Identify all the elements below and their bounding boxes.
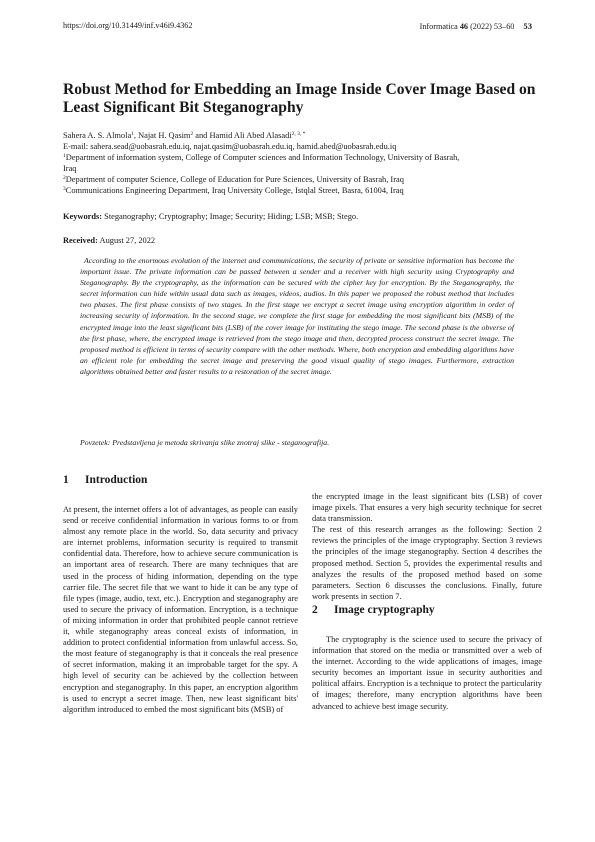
left-column <box>63 504 298 715</box>
affiliation-3 <box>63 185 533 196</box>
author-3-sup: 2, 3, * <box>291 131 306 137</box>
author-1-sup: 1 <box>131 131 134 137</box>
affiliation-3-text: Communications Engineering Department, Iraq University College, Istqlal Street, Basra, 61004, Iraq <box>65 186 404 196</box>
journal-volume: 46 <box>459 22 469 31</box>
section-2-number: 2 <box>312 604 318 616</box>
affiliation-2-sup: 2 <box>63 175 66 182</box>
front-matter <box>63 130 533 197</box>
affiliation-1-cont: Iraq <box>63 164 77 174</box>
section-1-para-2: The rest of this research arranges as the following: Section 2 reviews the principles of the image cryptography. Section 3 reviews the principles of the image steganography. Section 4 describes the proposed method. Section 5, provides the experimental results and analyzes the results of the proposed method based on some parameters. Section 6 discusses the conclusions. Finally, future work presents in section 7. <box>312 525 542 601</box>
affiliation-3-sup: 3 <box>63 186 66 193</box>
received-value: August 27, 2022 <box>97 236 156 245</box>
section-1-para-1: At present, the internet offers a lot of advantages, as people can easily send or receive confidential information in various forms to or from almost any remote place in the world. So, data security and privacy are internet problems, information security is required to transmit confidential data. Therefore, how to achieve secure communication is an important area of research. There are many techniques that are used in the process of hiding information, depending on the type carrier file. The secret file that we want to hide it can be any type of file types (image, audio, text, etc.). Encryption and steganography are used to secure the privacy of information. Encryption, is a technique of mixing information in order that prohibited people cannot retrieve it, while steganography areas conceal exists of information, in addition to protect confidential information from unlawful access. So, the most feature of steganography is that it conceals the real presence of secret information, making it an improbable target for the spy. A high level of security can be achieved by the collection between encryption and steganography. In this paper, an encryption algorithm is used to encrypt a secret image. Then, new least significant bits' algorithm introduced to embed the most significant bits (MSB) of <box>63 505 298 714</box>
journal-name: Informatica <box>419 22 460 31</box>
keywords-label: Keywords: <box>63 212 103 221</box>
section-1-number: 1 <box>63 474 69 486</box>
affiliation-1-text: Department of information system, College of Computer sciences and Information Technology, University of Basrah, <box>65 153 460 163</box>
section-1-title: Introduction <box>85 474 148 486</box>
page-number: 53 <box>523 21 532 31</box>
section-2-title: Image cryptography <box>334 604 435 616</box>
doi-link[interactable]: https://doi.org/10.31449/inf.v46i9.4362 <box>63 21 193 30</box>
section-1-heading <box>63 474 147 486</box>
affiliation-2 <box>63 174 533 185</box>
author-2-sup: 2 <box>190 131 194 137</box>
journal-year-pages: (2022) 53–60 <box>468 22 515 31</box>
affiliation-2-text: Department of computer Science, College of Education for Pure Sciences, University of Basrah, Iraq <box>65 175 404 185</box>
journal-citation <box>420 21 532 31</box>
author-2: , Najat H. Qasim <box>133 131 191 140</box>
affiliation-1-sup: 1 <box>63 153 66 160</box>
right-column-top <box>312 491 542 602</box>
received-date <box>63 236 533 245</box>
author-1: Sahera A. S. Almola <box>63 131 132 140</box>
section-1-para-1-cont: the encrypted image in the least significant bits (LSB) of cover image pixels. That ensures a very high security technique for secret data transmission. <box>312 492 542 524</box>
paper-title: Robust Method for Embedding an Image Inside Cover Image Based on Least Significant Bit Steganography <box>63 81 536 116</box>
povzetek: Povzetek: Predstavljena je metoda skrivanja slike znotraj slike - steganografija. <box>80 438 330 447</box>
received-label: Received: <box>63 236 98 245</box>
author-3: and Hamid Ali Abed Alasadi <box>193 131 292 140</box>
affiliation-1 <box>63 152 533 163</box>
abstract: According to the enormous evolution of the internet and communications, the security of private or sensitive information has become the important issue. The private information can be passed between a sender and a receiver with high security using Cryptography and Steganography. By the cryptography, as the information can be secured with the cipher key for encryption. By the Steganography, the secret information can hide within usual data such as images, videos, audios. In this paper we proposed the robust method that includes two phases. The first phase consists of two stages. In the first stage we encrypt a secret image using encryption algorithm in order of increasing security of information. In the second stage, we complete the first stage for embedding the most significant bits (MSB) of the encrypted image into the least significant bits (LSB) of the cover image for instituting the stego image. The second phase is the obverse of the first phase, where, the encrypted image is retrieved from the stego image and then, decrypted process construct the secret image. The proposed method is efficient in terms of security compare with the other methods. Where, both encryption and embedding algorithms have an efficient role for embedding the secret image and preserving the good visual quality of stego images. Furthermore, extraction algorithms obtained better and faster results to a restoration of the secret image. <box>80 256 514 376</box>
author-line <box>63 130 533 141</box>
email-line: E-mail: sahera.sead@uobasrah.edu.iq, najat.qasim@uobasrah.edu.iq, hamid.abed@uobasrah.edu.iq <box>63 142 397 152</box>
right-column-bottom <box>312 634 542 712</box>
section-2-heading <box>312 604 435 616</box>
keywords-text: Steganography; Cryptography; Image; Security; Hiding; LSB; MSB; Stego. <box>102 212 359 221</box>
keywords <box>63 212 533 221</box>
section-2-para-1: The cryptography is the science used to secure the privacy of information that stored on the media or transmitted over a web of the internet. According to the wide applications of images, image security becomes an important issue in security authorities and political affairs. Encryption is a technique to protect the particularity of images; therefore, many encryption algorithms have been advanced to achieve best image security. <box>312 635 542 711</box>
